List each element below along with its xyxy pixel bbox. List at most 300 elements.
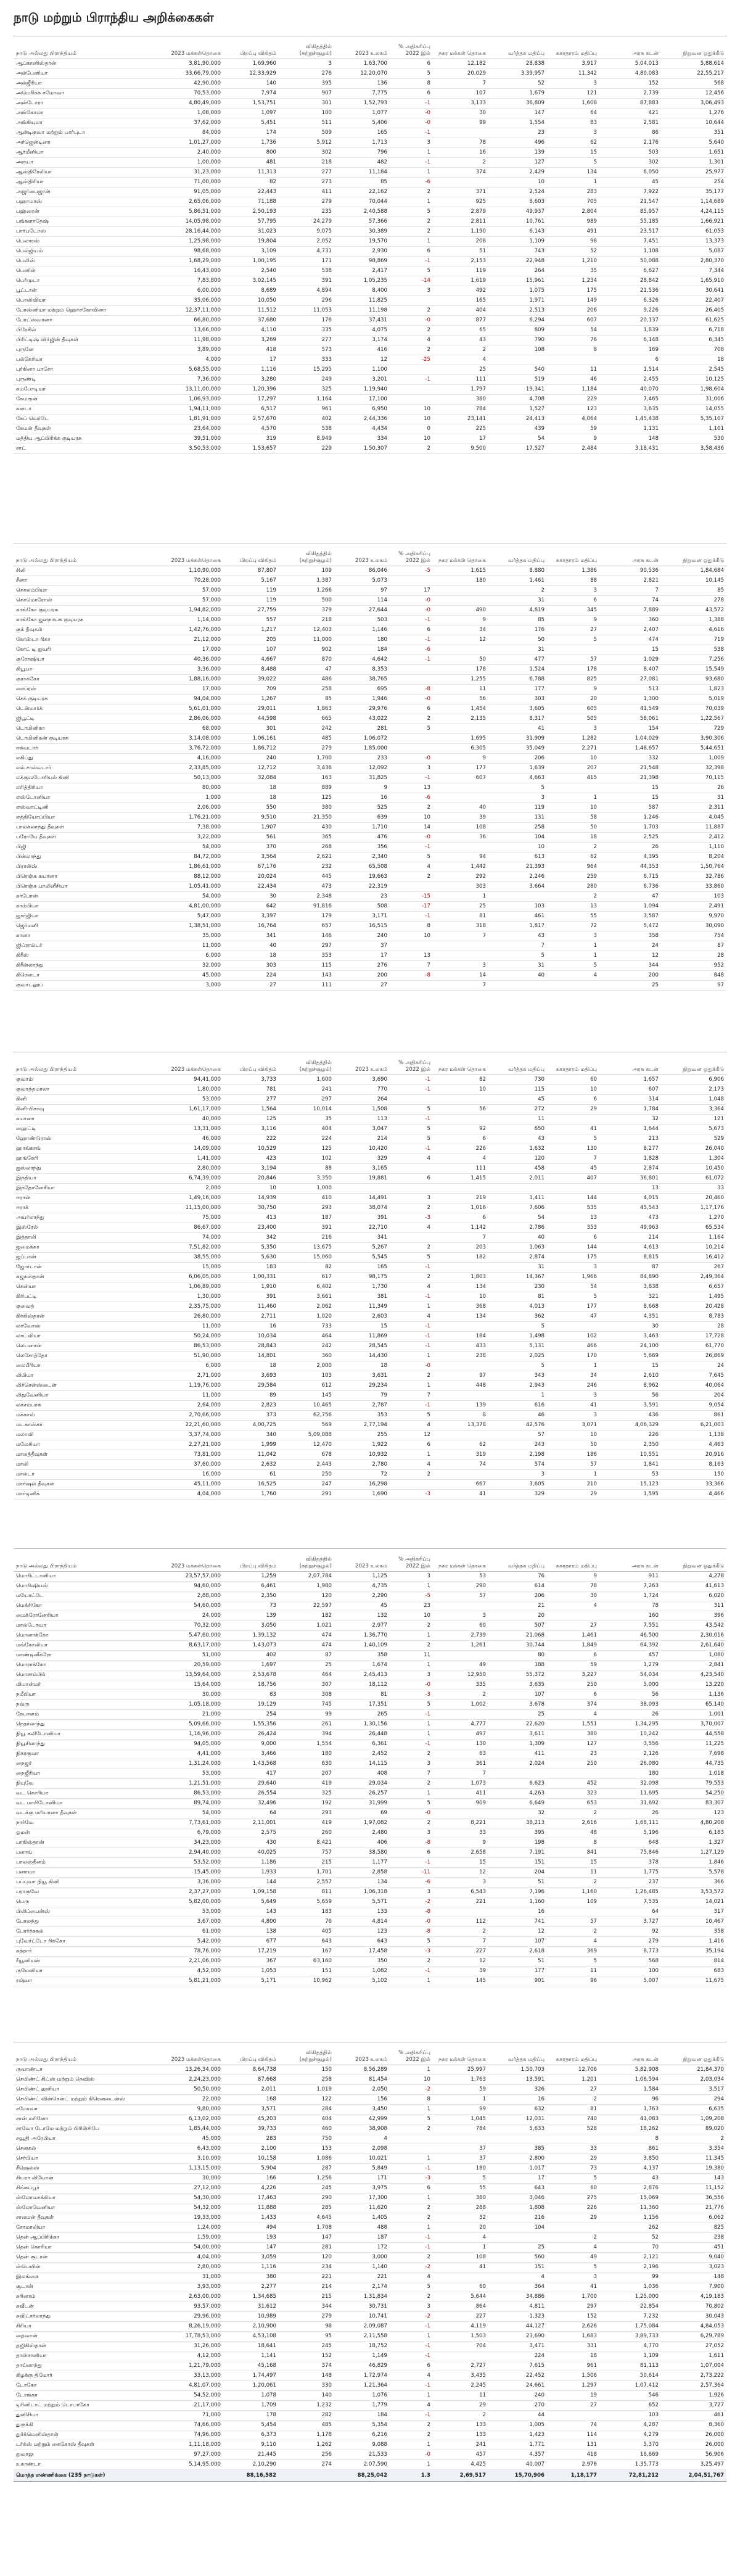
- country-name-cell: பிரேசில்: [14, 326, 168, 336]
- table-row: [14, 1411, 726, 1421]
- column-header[interactable]: அரசு கடன்: [599, 36, 661, 59]
- country-name-cell: மால்டோவா: [14, 1621, 168, 1631]
- value-cell: 226: [547, 2203, 599, 2213]
- value-cell: 371: [433, 188, 488, 197]
- value-cell: 55,372: [488, 1670, 547, 1680]
- column-header[interactable]: நகர மக்கள் தொகை: [433, 2042, 488, 2065]
- value-cell: 1,20,396: [223, 385, 279, 395]
- value-cell: 1,85,44,000: [168, 2124, 223, 2134]
- value-cell: 70,32,000: [168, 1621, 223, 1631]
- value-cell: 404: [433, 306, 488, 316]
- table-row: [14, 1490, 726, 1500]
- value-cell: 29: [547, 2154, 599, 2164]
- value-cell: 241: [433, 2440, 488, 2450]
- country-name-cell: நெதர்லாந்து: [14, 1720, 168, 1730]
- value-cell: 1,276: [661, 109, 726, 118]
- value-cell: 650: [488, 1125, 547, 1134]
- country-name-cell: நேபாளம்: [14, 1710, 168, 1720]
- value-cell: 7,551: [599, 1621, 661, 1631]
- value-cell: 254: [223, 1710, 279, 1720]
- value-cell: 246: [547, 1381, 599, 1391]
- column-header[interactable]: சுகாதாரம் மதிப்பு: [547, 1549, 599, 1572]
- value-cell: 503: [599, 148, 661, 158]
- value-cell: 50,50,000: [168, 2085, 223, 2095]
- column-header[interactable]: வர்த்தக மதிப்பு: [488, 1052, 547, 1075]
- table-row: [14, 1710, 726, 1720]
- country-name-cell: தென் கொரியா: [14, 2243, 168, 2253]
- value-cell: 227: [433, 2312, 488, 2322]
- value-cell: 433: [433, 1342, 488, 1352]
- country-name-cell: பஹாமாஸ்: [14, 197, 168, 207]
- value-cell: 4: [547, 1601, 599, 1611]
- column-header[interactable]: அரசு கடன்: [599, 1052, 661, 1075]
- country-name-cell: புவேர்ட்டோ ரிக்கோ: [14, 1937, 168, 1947]
- column-header[interactable]: 2023 மக்கள்தொகை: [168, 1052, 223, 1075]
- value-cell: 330: [279, 2381, 334, 2391]
- column-header[interactable]: 2023 மக்கள்தொகை: [168, 1549, 223, 1572]
- value-cell: 643: [334, 1937, 390, 1947]
- value-cell: 15,060: [279, 1253, 334, 1263]
- column-header[interactable]: அரசு கடன்: [599, 1549, 661, 1572]
- country-name-cell: சீஷெல்ஸ்: [14, 2164, 168, 2174]
- value-cell: 6,635: [661, 2105, 726, 2115]
- column-header[interactable]: சுகாதாரம் மதிப்பு: [547, 1052, 599, 1075]
- column-header[interactable]: வர்த்தக மதிப்பு: [488, 36, 547, 59]
- country-name-cell: ஆஸ்திரியா: [14, 178, 168, 188]
- value-cell: 8,689: [223, 286, 279, 296]
- country-name-cell: எகிப்து: [14, 754, 168, 764]
- column-header[interactable]: சுகாதாரம் மதிப்பு: [547, 2042, 599, 2065]
- value-cell: 1,61,17,000: [168, 1105, 223, 1115]
- table-row: [14, 306, 726, 316]
- value-cell: 353: [279, 951, 334, 961]
- value-cell: 4,226: [223, 2184, 279, 2194]
- value-cell: 3,556: [599, 1740, 661, 1749]
- value-cell: 10: [547, 1430, 599, 1440]
- value-cell: 132: [334, 1611, 390, 1621]
- column-header[interactable]: நாடு அல்லது பிராந்தியம்: [14, 1052, 168, 1075]
- value-cell: 1: [390, 1730, 433, 1740]
- column-header[interactable]: 2023 மக்கள்தொகை: [168, 543, 223, 566]
- value-cell: 86: [599, 128, 661, 138]
- value-cell: 12: [390, 1430, 433, 1440]
- value-cell: 5: [390, 1253, 433, 1263]
- value-cell: 2,350: [223, 1591, 279, 1601]
- value-cell: 31: [488, 1263, 547, 1273]
- column-header[interactable]: விகிதத்தில் (சுற்றுச்சூழல்): [279, 36, 334, 59]
- value-cell: 1,138: [661, 1430, 726, 1440]
- value-cell: 50: [433, 655, 488, 665]
- value-cell: 1,564: [223, 1105, 279, 1115]
- column-header[interactable]: 2023 மக்கள்தொகை: [168, 2042, 223, 2065]
- value-cell: 902: [279, 645, 334, 655]
- value-cell: 279: [279, 744, 334, 754]
- value-cell: 2,30,016: [661, 1631, 726, 1641]
- table-row: [14, 2282, 726, 2292]
- value-cell: 535: [547, 1203, 599, 1213]
- value-cell: 10,214: [661, 1243, 726, 1253]
- value-cell: 6: [433, 1134, 488, 1144]
- country-name-cell: வட மாசிடோனியா: [14, 1799, 168, 1809]
- value-cell: 50,24,000: [168, 1332, 223, 1342]
- table-row: [14, 1907, 726, 1917]
- value-cell: 4: [390, 1223, 433, 1233]
- column-header[interactable]: விகிதத்தில் (சுற்றுச்சூழல்): [279, 2042, 334, 2065]
- value-cell: 25,977: [661, 168, 726, 178]
- column-header[interactable]: 2023 உலகம்: [334, 543, 390, 566]
- value-cell: [547, 2223, 599, 2233]
- value-cell: 205: [223, 635, 279, 645]
- country-name-cell: நைஜர்: [14, 1759, 168, 1769]
- table-row: [14, 2124, 726, 2134]
- value-cell: 31,23,000: [168, 168, 223, 178]
- value-cell: 21,445: [223, 2450, 279, 2460]
- column-header[interactable]: அரசு கடன்: [599, 543, 661, 566]
- value-cell: 3: [433, 1611, 488, 1621]
- value-cell: 1,141: [223, 2351, 279, 2361]
- value-cell: 1,710: [334, 823, 390, 833]
- column-header[interactable]: விகிதத்தில் (சுற்றுச்சூழல்): [279, 1052, 334, 1075]
- value-cell: 22,948: [488, 257, 547, 266]
- value-cell: 175: [547, 286, 599, 296]
- value-cell: 25,997: [433, 2065, 488, 2075]
- value-cell: 8: [599, 2134, 661, 2144]
- column-header[interactable]: விகிதத்தில் (சுற்றுச்சூழல்): [279, 543, 334, 566]
- column-header[interactable]: நகர மக்கள் தொகை: [433, 543, 488, 566]
- country-name-cell: லாட்வியா: [14, 1332, 168, 1342]
- value-cell: 54,52,000: [168, 2391, 223, 2401]
- value-cell: 394: [279, 1730, 334, 1740]
- column-header[interactable]: 2023 உலகம்: [334, 1549, 390, 1572]
- value-cell: 70,115: [661, 774, 726, 783]
- country-name-cell: போட்ஸ்வானா: [14, 316, 168, 326]
- column-header[interactable]: நகர மக்கள் தொகை: [433, 1549, 488, 1572]
- value-cell: 151: [279, 1967, 334, 1976]
- column-header[interactable]: நிறுவன ஒதுக்கீடு: [661, 2042, 726, 2065]
- column-header[interactable]: 2023 மக்கள்தொகை: [168, 36, 223, 59]
- value-cell: 3,280: [223, 375, 279, 385]
- value-cell: 1,39,132: [223, 1631, 279, 1641]
- value-cell: 1,05,41,000: [168, 882, 223, 892]
- table-row: [14, 1799, 726, 1809]
- country-name-cell: ஸ்லோவேனியா: [14, 2203, 168, 2213]
- table-row: [14, 385, 726, 395]
- value-cell: 530: [661, 434, 726, 444]
- value-cell: 5,087: [661, 247, 726, 257]
- value-cell: 29,011: [223, 704, 279, 714]
- value-cell: 4: [390, 1282, 433, 1292]
- value-cell: 4,777: [433, 1720, 488, 1730]
- value-cell: 2,50,193: [223, 207, 279, 217]
- table-row: [14, 2381, 726, 2391]
- country-name-cell: புர்கினா பாசோ: [14, 365, 168, 375]
- value-cell: 175: [547, 1253, 599, 1263]
- value-cell: [390, 981, 433, 991]
- column-header[interactable]: நாடு அல்லது பிராந்தியம்: [14, 36, 168, 59]
- value-cell: 57: [433, 1591, 488, 1601]
- value-cell: 265: [334, 1710, 390, 1720]
- value-cell: 423: [223, 1154, 279, 1164]
- value-cell: 2,581: [599, 118, 661, 128]
- column-header[interactable]: நிறுவன ஒதுக்கீடு: [661, 1052, 726, 1075]
- column-header[interactable]: வர்த்தக மதிப்பு: [488, 1549, 547, 1572]
- value-cell: 461: [488, 912, 547, 922]
- value-cell: 16,000: [168, 1470, 223, 1480]
- value-cell: 140: [279, 2391, 334, 2401]
- country-name-cell: கனடா: [14, 405, 168, 415]
- value-cell: 511: [279, 118, 334, 128]
- value-cell: 2: [547, 2233, 599, 2243]
- value-cell: 52: [488, 79, 547, 89]
- value-cell: 17,527: [488, 444, 547, 454]
- value-cell: 87,807: [223, 566, 279, 576]
- table-row: [14, 1282, 726, 1292]
- value-cell: 1: [433, 2095, 488, 2105]
- value-cell: 2: [390, 1371, 433, 1381]
- value-cell: 1,190: [433, 227, 488, 237]
- value-cell: 1,24,000: [168, 2223, 223, 2233]
- value-cell: 3,89,733: [599, 2332, 661, 2342]
- country-name-cell: துர்க்மெனிஸ்தான்: [14, 2430, 168, 2440]
- value-cell: 16,515: [334, 922, 390, 931]
- table-row: [14, 2411, 726, 2421]
- value-cell: 4: [390, 336, 433, 345]
- value-cell: 3,591: [599, 1401, 661, 1411]
- value-cell: 366: [661, 1878, 726, 1888]
- column-header[interactable]: பிறப்பு விகிதம்: [223, 1549, 279, 1572]
- value-cell: 30: [547, 1591, 599, 1601]
- value-cell: 757: [279, 1848, 334, 1858]
- value-cell: 4,357: [488, 2450, 547, 2460]
- value-cell: 4,278: [661, 1572, 726, 1582]
- value-cell: 864: [433, 2302, 488, 2312]
- value-cell: 34: [547, 1371, 599, 1381]
- value-cell: 741: [488, 1917, 547, 1927]
- value-cell: 11,053: [279, 306, 334, 316]
- value-cell: 5,007: [599, 1976, 661, 1986]
- value-cell: 1,279: [599, 1661, 661, 1670]
- column-header[interactable]: நாடு அல்லது பிராந்தியம்: [14, 1549, 168, 1572]
- value-cell: 15: [599, 793, 661, 803]
- value-cell: 1: [390, 1976, 433, 1986]
- value-cell: [433, 843, 488, 852]
- value-cell: 5,47,000: [168, 912, 223, 922]
- value-cell: 99: [433, 118, 488, 128]
- value-cell: 29,234: [334, 1381, 390, 1391]
- table-row: [14, 326, 726, 336]
- country-name-cell: மத்திய ஆப்பிரிக்க குடியரசு: [14, 434, 168, 444]
- country-name-cell: அல்பேனியா: [14, 69, 168, 79]
- column-header[interactable]: நாடு அல்லது பிராந்தியம்: [14, 543, 168, 566]
- column-header[interactable]: 2023 உலகம்: [334, 2042, 390, 2065]
- value-cell: 121: [661, 1115, 726, 1125]
- column-header[interactable]: நகர மக்கள் தொகை: [433, 36, 488, 59]
- value-cell: 184: [334, 645, 390, 655]
- value-cell: 54,000: [168, 892, 223, 902]
- column-header[interactable]: அரசு கடன்: [599, 2042, 661, 2065]
- column-header[interactable]: நிறுவன ஒதுக்கீடு: [661, 1549, 726, 1572]
- value-cell: 4,811: [488, 2302, 547, 2312]
- column-header[interactable]: விகிதத்தில் (சுற்றுச்சூழல்): [279, 1549, 334, 1572]
- country-name-cell: மொசாம்பிக்: [14, 1670, 168, 1680]
- value-cell: 297: [279, 1095, 334, 1105]
- value-cell: 76: [488, 1572, 547, 1582]
- value-cell: 47: [599, 892, 661, 902]
- value-cell: 5,354: [334, 2421, 390, 2430]
- value-cell: 28,843: [223, 1342, 279, 1352]
- table-row: [14, 2174, 726, 2184]
- value-cell: 1,00,195: [223, 257, 279, 266]
- value-cell: [433, 2351, 488, 2361]
- value-cell: 5,42,000: [168, 1937, 223, 1947]
- value-cell: 4,06,329: [599, 1421, 661, 1430]
- value-cell: 4,137: [599, 2164, 661, 2174]
- value-cell: 10,761: [488, 217, 547, 227]
- value-cell: 93,57,000: [168, 2302, 223, 2312]
- value-cell: 67,176: [223, 862, 279, 872]
- value-cell: 492: [433, 286, 488, 296]
- column-header[interactable]: நாடு அல்லது பிராந்தியம்: [14, 2042, 168, 2065]
- value-cell: -0: [390, 2450, 433, 2460]
- table-row: [14, 1154, 726, 1164]
- value-cell: 8,317: [488, 714, 547, 724]
- column-header[interactable]: பிறப்பு விகிதம்: [223, 543, 279, 566]
- value-cell: 31,999: [334, 1799, 390, 1809]
- value-cell: 47: [547, 1312, 599, 1322]
- column-header[interactable]: % அதிகரிப்பு 2022 இல்: [390, 1549, 433, 1572]
- column-header[interactable]: நிறுவன ஒதுக்கீடு: [661, 36, 726, 59]
- value-cell: 183: [279, 1907, 334, 1917]
- column-header[interactable]: பிறப்பு விகிதம்: [223, 1052, 279, 1075]
- value-cell: 1,674: [334, 1661, 390, 1670]
- table-row: [14, 2213, 726, 2223]
- column-header[interactable]: பிறப்பு விகிதம்: [223, 36, 279, 59]
- country-name-cell: துருக்கி: [14, 2421, 168, 2430]
- value-cell: 21,17,000: [168, 2401, 223, 2411]
- value-cell: 9: [334, 783, 390, 793]
- value-cell: 10,050: [223, 296, 279, 306]
- value-cell: 3,10,000: [168, 2154, 223, 2164]
- value-cell: 10,125: [661, 375, 726, 385]
- value-cell: 1,246: [599, 813, 661, 823]
- value-cell: 7,698: [661, 1749, 726, 1759]
- value-cell: -1: [390, 1075, 433, 1085]
- value-cell: 341: [223, 931, 279, 941]
- value-cell: 12,950: [433, 1670, 488, 1680]
- value-cell: 1,09,158: [223, 1888, 279, 1897]
- country-name-cell: அன்டோரா: [14, 99, 168, 109]
- column-header[interactable]: % அதிகரிப்பு 2022 இல்: [390, 2042, 433, 2065]
- country-name-cell: மயோட்டே: [14, 1591, 168, 1601]
- value-cell: 178: [433, 665, 488, 675]
- column-header[interactable]: % அதிகரிப்பு 2022 இல்: [390, 36, 433, 59]
- value-cell: 11,349: [334, 1302, 390, 1312]
- column-header[interactable]: 2023 உலகம்: [334, 1052, 390, 1075]
- value-cell: 490: [433, 606, 488, 616]
- value-cell: 4,81,07,000: [168, 2381, 223, 2391]
- column-header[interactable]: பிறப்பு விகிதம்: [223, 2042, 279, 2065]
- value-cell: 5: [390, 1411, 433, 1421]
- value-cell: 32: [599, 1115, 661, 1125]
- value-cell: 2,245: [433, 2381, 488, 2391]
- country-name-cell: கொமொரோஸ்: [14, 596, 168, 606]
- value-cell: 1,06,93,000: [168, 395, 223, 405]
- value-cell: 410: [279, 1194, 334, 1203]
- value-cell: 42,999: [334, 2115, 390, 2124]
- value-cell: 6,461: [223, 1582, 279, 1591]
- value-cell: 657: [279, 922, 334, 931]
- value-cell: 1: [390, 1661, 433, 1670]
- column-header[interactable]: வர்த்தக மதிப்பு: [488, 2042, 547, 2065]
- value-cell: 1,16,96,000: [168, 1730, 223, 1740]
- value-cell: 89,020: [661, 2124, 726, 2134]
- value-cell: 1,06,318: [334, 1888, 390, 1897]
- value-cell: 7,83,800: [168, 276, 223, 286]
- column-header[interactable]: 2023 உலகம்: [334, 36, 390, 59]
- value-cell: 6: [390, 2361, 433, 2371]
- value-cell: 12,403: [279, 625, 334, 635]
- value-cell: 17,100: [334, 395, 390, 405]
- table-row: [14, 2184, 726, 2194]
- value-cell: 5,578: [661, 1868, 726, 1878]
- value-cell: 1,700: [547, 2292, 599, 2302]
- value-cell: 1,527: [488, 405, 547, 415]
- value-cell: 134: [433, 1282, 488, 1292]
- value-cell: 145: [433, 1976, 488, 1986]
- value-cell: 750: [279, 2134, 334, 2144]
- value-cell: 62: [433, 1440, 488, 1450]
- value-cell: 15,123: [599, 1480, 661, 1490]
- table-row: [14, 1661, 726, 1670]
- column-header[interactable]: நகர மக்கள் தொகை: [433, 1052, 488, 1075]
- value-cell: 613: [488, 852, 547, 862]
- value-cell: 14: [433, 971, 488, 981]
- value-cell: 102: [547, 1332, 599, 1342]
- country-name-cell: நமீபியா: [14, 1690, 168, 1700]
- value-cell: 344: [279, 2302, 334, 2312]
- column-header[interactable]: % அதிகரிப்பு 2022 இல்: [390, 1052, 433, 1075]
- value-cell: -6: [390, 645, 433, 655]
- value-cell: 9,088: [334, 2440, 390, 2450]
- value-cell: 8,277: [599, 1144, 661, 1154]
- value-cell: 3,850: [599, 2154, 661, 2164]
- value-cell: 8,400: [334, 286, 390, 296]
- value-cell: 1,388: [661, 616, 726, 625]
- table-row: [14, 1184, 726, 1194]
- value-cell: 5,633: [488, 2124, 547, 2134]
- value-cell: 40: [488, 1233, 547, 1243]
- column-header[interactable]: நிறுவன ஒதுக்கீடு: [661, 543, 726, 566]
- column-header[interactable]: சுகாதாரம் மதிப்பு: [547, 36, 599, 59]
- value-cell: 11,198: [334, 306, 390, 316]
- value-cell: 4,395: [599, 852, 661, 862]
- value-cell: 6,050: [599, 168, 661, 178]
- value-cell: 100: [279, 109, 334, 118]
- column-header[interactable]: % அதிகரிப்பு 2022 இல்: [390, 543, 433, 566]
- country-name-cell: இலங்கை: [14, 2273, 168, 2282]
- value-cell: 1,131: [599, 424, 661, 434]
- value-cell: 143: [661, 2174, 726, 2184]
- column-header[interactable]: வர்த்தக மதிப்பு: [488, 543, 547, 566]
- value-cell: [390, 1095, 433, 1105]
- column-header[interactable]: சுகாதாரம் மதிப்பு: [547, 543, 599, 566]
- table-row: [14, 138, 726, 148]
- value-cell: 224: [488, 2351, 547, 2361]
- value-cell: 11,620: [334, 2203, 390, 2213]
- value-cell: 329: [488, 1490, 547, 1500]
- value-cell: 4,52,000: [168, 1967, 223, 1976]
- value-cell: 5,44,651: [661, 744, 726, 754]
